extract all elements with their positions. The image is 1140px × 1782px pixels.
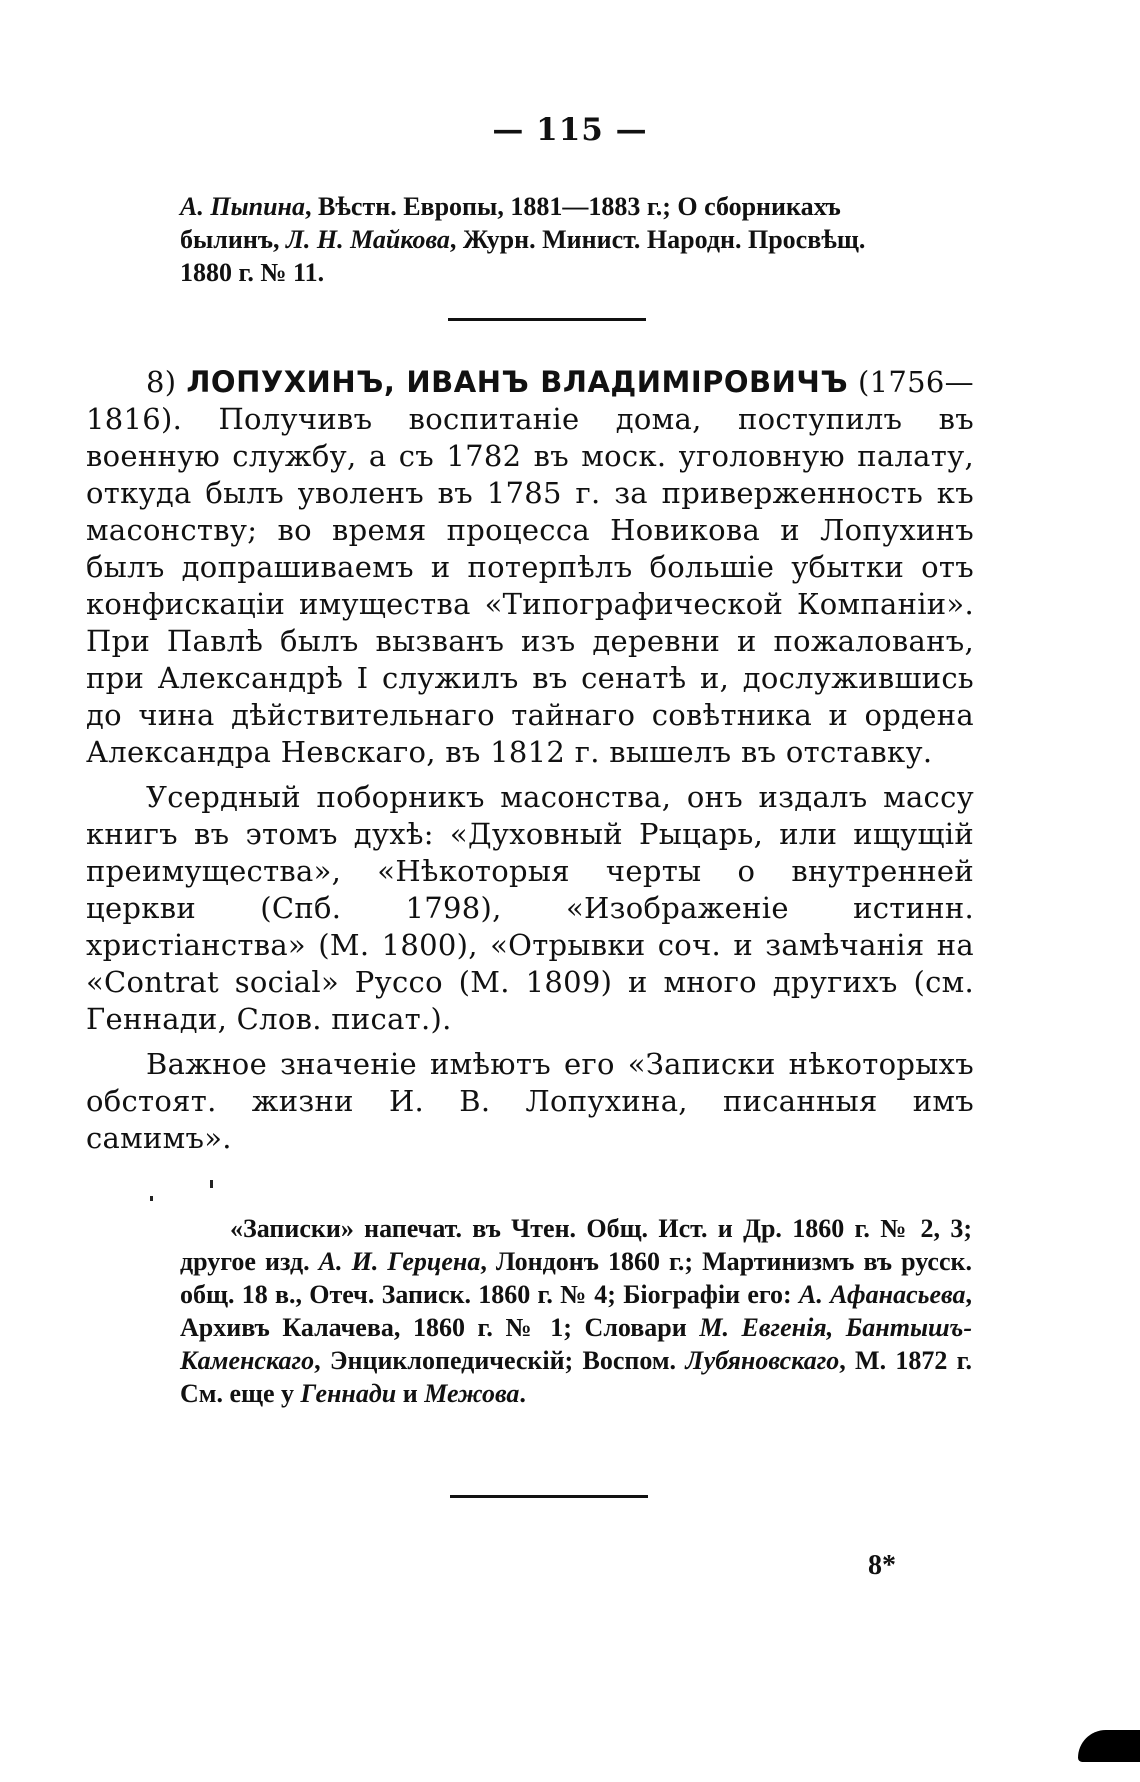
section-divider-top: [448, 318, 646, 321]
entry-paragraph-3: Важное значеніе имѣютъ его «Записки нѣкоторыхъ обстоят. жизни И. В. Лопухина, писанныя имъ самимъ».: [86, 1047, 974, 1155]
footnote: «Записки» напечат. въ Чтен. Общ. Ист. и Др. 1860 г. № 2, 3; другое изд. А. И. Герцена, Лондонъ 1860 г.; Мартинизмъ въ русск. общ. 18 в., Отеч. Записк. 1860 г. № 4; Біографіи его: А. Афанасьева, Архивъ Калачева, 1860 г. № 1; Словари М. Евгенія, Бантышъ-Каменскаго, Энциклопедическій; Воспом. Лубяновскаго, М. 1872 г. См. еще у Геннади и Межова.: [180, 1214, 973, 1408]
entry-paragraph-2: Усердный поборникъ масонства, онъ издалъ массу книгъ въ этомъ духѣ: «Духовный Рыцарь, или ищущій преимущества», «Нѣкоторыя черты о внутренней церкви (Спб. 1798), «Изображеніе истинн. христіанства» (М. 1800), «Отрывки соч. и замѣчанія на «Contrat social» Руссо (М. 1809) и много другихъ (см. Геннади, Слов. писат.).: [86, 780, 974, 1036]
signature-mark: 8*: [868, 1550, 896, 1581]
entry-paragraph-1: 8) ЛОПУХИНЪ, ИВАНЪ ВЛАДИМІРОВИЧЪ (1756—1816). Получивъ воспитаніе дома, поступилъ въ военную службу, а съ 1782 въ моск. уголовную палату, откуда былъ уволенъ въ 1785 г. за приверженность къ масонству; во время процесса Новикова и Лопухинъ былъ допрашиваемъ и потерпѣлъ большіе убытки отъ конфискаціи имущества «Типографической Компаніи». При Павлѣ былъ вызванъ изъ деревни и пожалованъ, при Александрѣ I служилъ въ сенатѣ и, дослужившись до чина дѣйствительнаго тайнаго совѣтника и ордена Александра Невскаго, въ 1812 г. вышелъ въ отставку.: [86, 365, 974, 769]
top-reference: А. Пыпина, Вѣстн. Европы, 1881—1883 г.; О сборникахъ былинъ, Л. Н. Майкова, Журн. Минист. Народн. Просвѣщ. 1880 г. № 11.: [180, 192, 866, 287]
entry-heading: ЛОПУХИНЪ, ИВАНЪ ВЛАДИМІРОВИЧЪ: [186, 365, 849, 399]
entry-body: [86, 364, 974, 1157]
entry-number: 8): [146, 365, 177, 399]
stray-mark: [150, 1196, 153, 1201]
stray-mark: [210, 1180, 213, 1188]
author-pypin: А. Пыпина: [180, 192, 305, 221]
section-divider-bottom: [450, 1495, 648, 1498]
entry-dates: (1756—1816).: [86, 365, 974, 436]
scan-ink-blot: [1078, 1730, 1140, 1762]
author-maikov: Л. Н. Майкова: [286, 225, 450, 254]
page-number: — 115 —: [492, 112, 648, 148]
